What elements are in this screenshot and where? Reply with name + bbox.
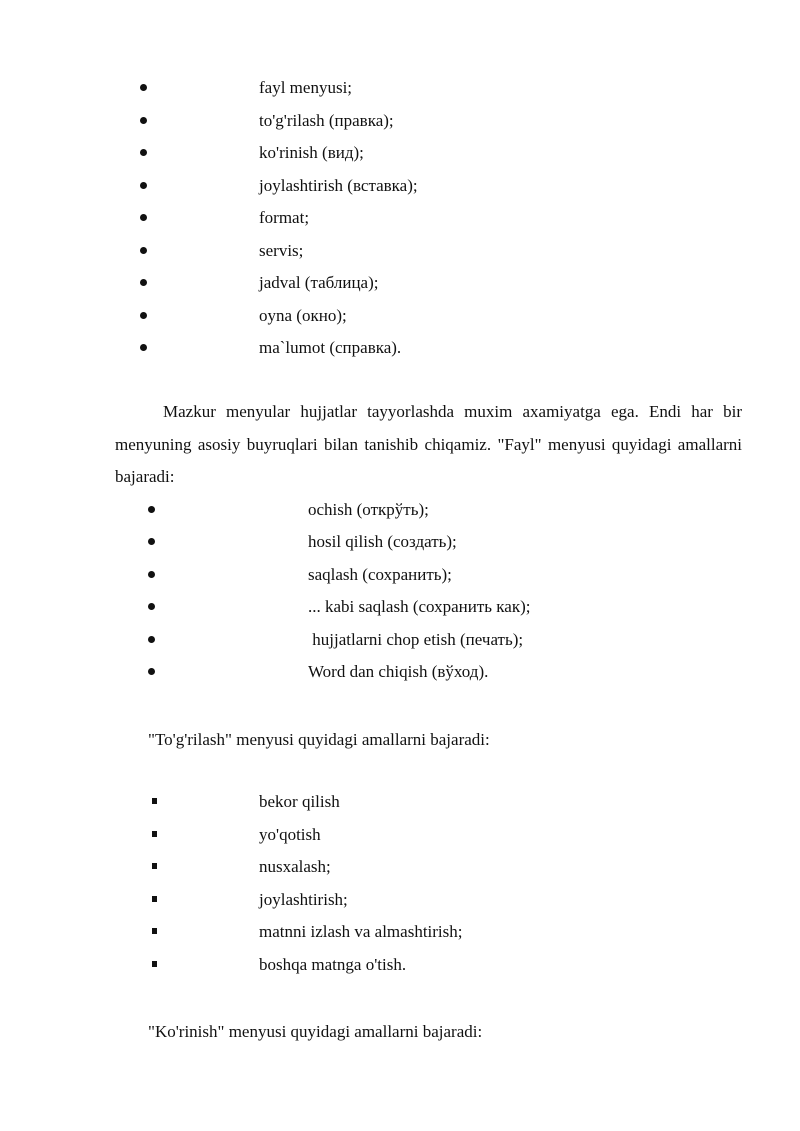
list-item: to'g'rilash (правка);	[259, 111, 394, 130]
list-item: servis;	[259, 241, 304, 260]
list-item: ma`lumot (справка).	[259, 338, 402, 357]
list-item: Word dan chiqish (вўход).	[308, 662, 489, 681]
bullet-icon	[140, 214, 147, 221]
bullet-icon	[148, 506, 155, 513]
list-item: saqlash (сохранить);	[308, 565, 452, 584]
list-item: oyna (окно);	[259, 306, 347, 325]
list-item: format;	[259, 208, 310, 227]
bullet-icon	[140, 247, 147, 254]
bullet-icon	[148, 538, 155, 545]
bullet-icon	[152, 798, 157, 804]
bullet-icon	[152, 831, 157, 837]
bullet-icon	[140, 182, 147, 189]
bullet-icon	[140, 149, 147, 156]
bullet-icon	[152, 928, 157, 934]
section-heading: "Ko'rinish" menyusi quyidagi amallarni bajaradi:	[148, 1022, 483, 1041]
bullet-icon	[152, 863, 157, 869]
bullet-icon	[148, 668, 155, 675]
list-item: bekor qilish	[259, 792, 340, 811]
bullet-icon	[140, 117, 147, 124]
list-item: joylashtirish;	[259, 890, 348, 909]
list-item: hujjatlarni chop etish (печать);	[308, 630, 524, 649]
bullet-icon	[140, 279, 147, 286]
list-item: ko'rinish (вид);	[259, 143, 364, 162]
body-paragraph: Mazkur menyular hujjatlar tayyorlashda muxim axamiyatga ega. Endi har bir menyuning asosiy buyruqlari bilan tanishib chiqamiz. "Fayl" menyusi quyidagi amallarni bajaradi:	[115, 402, 742, 486]
list-item: yo'qotish	[259, 825, 321, 844]
list-item: hosil qilish (создать);	[308, 532, 457, 551]
list-item: ochish (открўть);	[308, 500, 429, 519]
list-item: fayl menyusi;	[259, 78, 353, 97]
bullet-icon	[148, 571, 155, 578]
bullet-icon	[152, 961, 157, 967]
bullet-icon	[148, 636, 155, 643]
section-heading: "To'g'rilash" menyusi quyidagi amallarni bajaradi:	[148, 730, 490, 749]
list-item: jadval (таблица);	[259, 273, 379, 292]
bullet-icon	[148, 603, 155, 610]
bullet-icon	[140, 344, 147, 351]
list-item: ... kabi saqlash (сохранить как);	[308, 597, 531, 616]
list-item: boshqa matnga o'tish.	[259, 955, 407, 974]
bullet-icon	[152, 896, 157, 902]
list-item: nusxalash;	[259, 857, 331, 876]
bullet-icon	[140, 312, 147, 319]
list-item: matnni izlash va almashtirish;	[259, 922, 463, 941]
list-item: joylashtirish (вставка);	[259, 176, 418, 195]
bullet-icon	[140, 84, 147, 91]
